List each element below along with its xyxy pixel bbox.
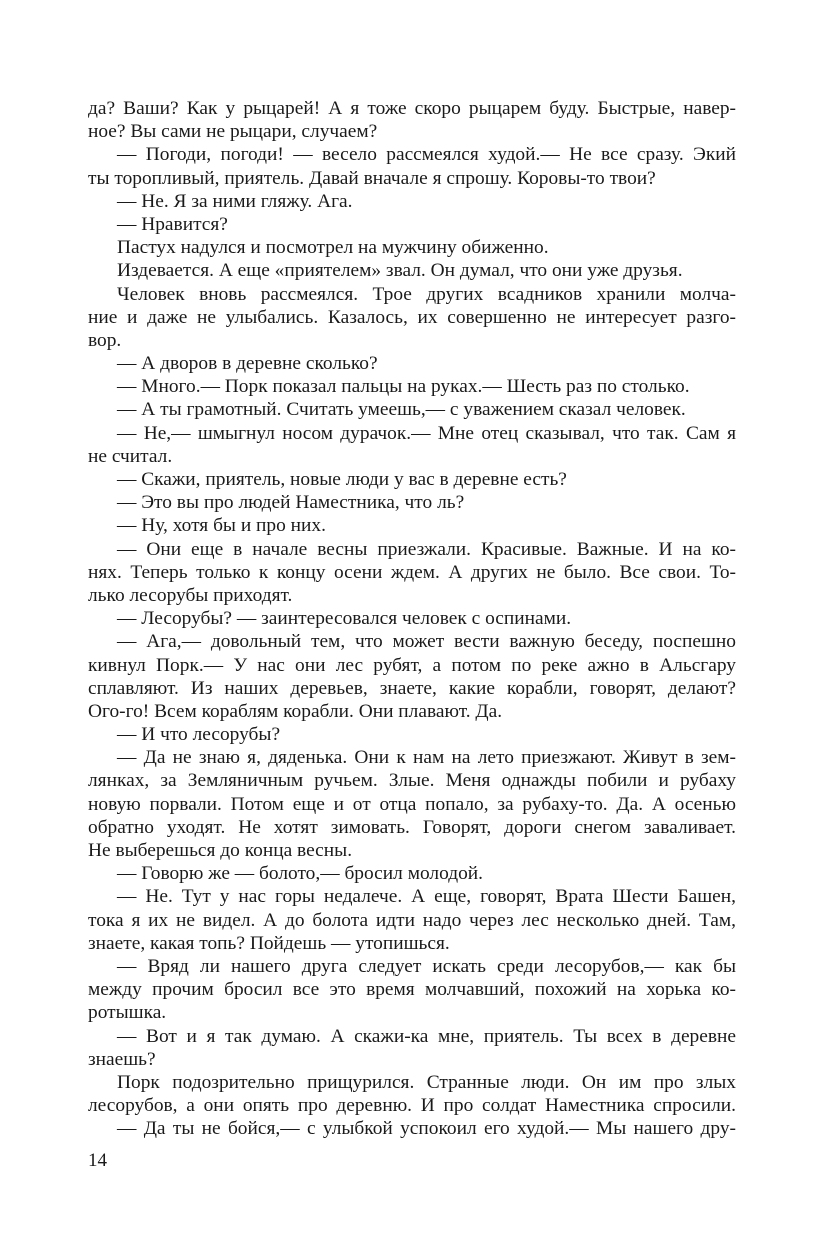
text-line: — Вот и я так думаю. А скажи-ка мне, приятель. Ты всех в деревне: [117, 1025, 736, 1047]
text-line: — Не. Тут у нас горы недалече. А еще, говорят, Врата Шести Башен,: [117, 886, 736, 908]
page-number: 14: [88, 1150, 107, 1171]
text-line: лесорубов, а они опять про деревню. И про солдат Наместника спросили.: [88, 1095, 736, 1117]
text-line: — Говорю же — болото,— бросил молодой.: [117, 863, 483, 885]
text-line: Порк подозрительно прищурился. Странные люди. Он им про злых: [117, 1071, 736, 1093]
text-line: — А дворов в деревне сколько?: [117, 353, 378, 375]
text-line: — Много.— Порк показал пальцы на руках.— Шесть раз по столько.: [117, 376, 690, 398]
page-body: [88, 97, 736, 1140]
text-line: — Да не знаю я, дяденька. Они к нам на лето приезжают. Живут в зем-: [117, 747, 736, 769]
text-line: — А ты грамотный. Считать умеешь,— с уважением сказал человек.: [117, 399, 686, 421]
text-line: ние и даже не улыбались. Казалось, их совершенно не интересует разго-: [88, 306, 736, 328]
text-line: лянках, за Земляничным ручьем. Злые. Меня однажды побили и рубаху: [88, 770, 736, 792]
text-line: ты торопливый, приятель. Давай вначале я спрошу. Коровы-то твои?: [88, 167, 656, 189]
text-line: между прочим бросил все это время молчавший, похожий на хорька ко-: [88, 979, 736, 1001]
text-line: — Лесорубы? — заинтересовался человек с оспинами.: [117, 608, 572, 630]
text-line: Издевается. А еще «приятелем» звал. Он думал, что они уже друзья.: [117, 260, 683, 282]
text-line: — И что лесорубы?: [117, 724, 281, 746]
text-line: да? Ваши? Как у рыцарей! А я тоже скоро рыцарем буду. Быстрые, навер-: [88, 98, 736, 119]
text-line: новую порвали. Потом еще и от отца попало, за рубаху-то. Да. А осенью: [88, 793, 736, 815]
text-line: — Это вы про людей Наместника, что ль?: [117, 492, 465, 514]
text-line: ротышка.: [88, 1002, 167, 1024]
text-line: кивнул Порк.— У нас они лес рубят, а потом по реке ажно в Альсгару: [88, 654, 736, 676]
text-line: не считал.: [88, 445, 173, 467]
text-line: нях. Теперь только к концу осени ждем. А других не было. Все свои. То-: [88, 561, 736, 583]
text-line: — Ну, хотя бы и про них.: [117, 515, 326, 537]
text-line: — Не,— шмыгнул носом дурачок.— Мне отец сказывал, что так. Сам я: [117, 422, 736, 444]
text-line: — Скажи, приятель, новые люди у вас в деревне есть?: [117, 469, 567, 490]
text-line: — Погоди, погоди! — весело рассмеялся худой.— Не все сразу. Экий: [117, 144, 736, 166]
text-line: сплавляют. Из наших деревьев, знаете, какие корабли, говорят, делают?: [88, 677, 736, 699]
text-line: ное? Вы сами не рыцари, случаем?: [88, 121, 378, 143]
text-line: знаешь?: [88, 1048, 156, 1070]
text-line: Человек вновь рассмеялся. Трое других всадников хранили молча-: [117, 283, 736, 305]
text-line: — Не. Я за ними гляжу. Ага.: [117, 190, 353, 212]
text-line: — Да ты не бойся,— с улыбкой успокоил его худой.— Мы нашего дру-: [117, 1118, 736, 1140]
text-line: — Нравится?: [117, 213, 228, 235]
text-line: Не выберешься до конца весны.: [88, 840, 353, 861]
text-line: знаете, какая топь? Пойдешь — утопишься.: [88, 932, 450, 954]
text-line: — Ага,— довольный тем, что может вести важную беседу, поспешно: [117, 631, 736, 653]
text-line: Пастух надулся и посмотрел на мужчину обиженно.: [117, 237, 549, 259]
text-line: лько лесорубы приходят.: [88, 584, 293, 606]
text-line: — Они еще в начале весны приезжали. Красивые. Важные. И на ко-: [117, 538, 736, 560]
text-line: тока я их не видел. А до болота идти надо через лес несколько дней. Там,: [88, 909, 736, 931]
text-line: обратно уходят. Не хотят зимовать. Говорят, дороги снегом заваливает.: [88, 816, 736, 838]
text-line: — Вряд ли нашего друга следует искать среди лесорубов,— как бы: [117, 955, 736, 977]
text-line: Ого-го! Всем кораблям корабли. Они плавают. Да.: [88, 700, 503, 722]
text-line: вор.: [88, 329, 122, 351]
